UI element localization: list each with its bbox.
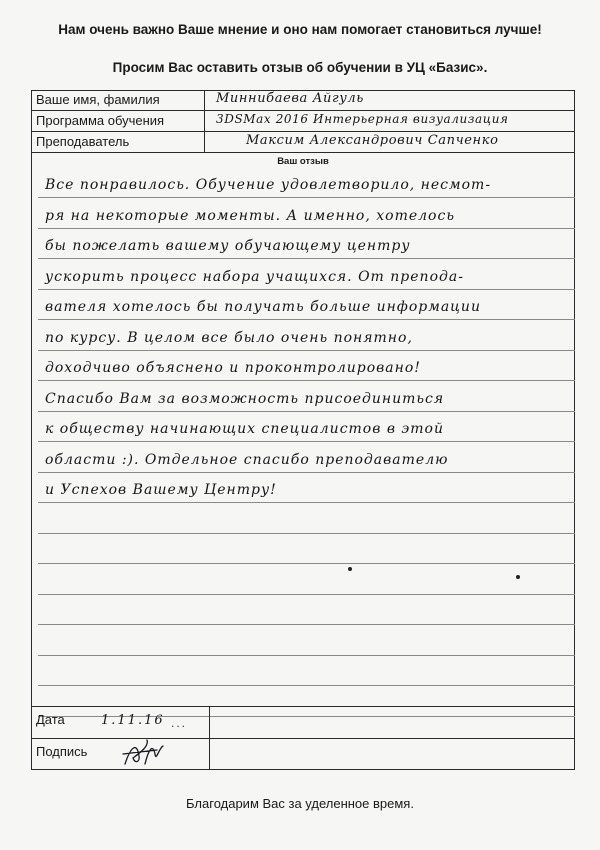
grid-line [31,706,575,707]
grid-divider [209,706,210,770]
field-label-program: Программа обучения [36,113,165,128]
feedback-line: области :). Отдельное спасибо преподавателю [45,452,449,468]
field-row-teacher [31,132,575,153]
feedback-line: вателя хотелось бы получать больше информации [45,299,481,315]
feedback-caption: Ваш отзыв [277,156,329,167]
ruled-line [38,441,575,442]
info-column-divider [204,90,205,153]
ruled-line [38,563,575,564]
field-value-teacher: Максим Александрович Сапченко [246,133,499,148]
ruled-line [38,380,575,381]
date-value: 1.11.16 [101,713,165,728]
signature-label: Подпись [36,744,88,759]
ruled-line [38,197,575,198]
footer-thanks: Благодарим Вас за уделенное время. [186,796,414,811]
ruled-line [38,502,575,503]
grid-line [31,738,575,739]
ruled-line [38,655,575,656]
field-row-program [31,111,575,132]
feedback-line: доходчиво объяснено и проконтролировано! [45,360,421,376]
ruled-line [38,258,575,259]
feedback-line: бы пожелать вашему обучающему центру [45,238,411,254]
ruled-line [38,319,575,320]
feedback-line: ря на некоторые моменты. А именно, хотелось [45,208,455,224]
form-subheading: Просим Вас оставить отзыв об обучении в УЦ «Базис». [112,60,488,75]
ruled-line [38,411,575,412]
ruled-line [38,350,575,351]
feedback-line: Все понравилось. Обучение удовлетворило, несмот- [45,177,492,193]
ruled-line [38,289,575,290]
feedback-line: и Успехов Вашему Центру! [45,482,277,498]
feedback-line: к обществу начинающих специалистов в этой [45,421,444,437]
ruled-line [38,228,575,229]
date-signature-grid [31,706,575,770]
date-dots: ... [171,716,188,730]
field-value-program: 3DSMax 2016 Интерьерная визуализация [216,112,509,126]
field-label-teacher: Преподаватель [36,134,130,149]
feedback-line: по курсу. В целом все было очень понятно, [45,330,413,346]
field-row-name [31,90,575,111]
ink-speck [516,575,520,579]
ruled-line [38,594,575,595]
ruled-line [38,624,575,625]
ruled-line [38,685,575,686]
ruled-line [38,472,575,473]
ruled-line [38,533,575,534]
field-label-name: Ваше имя, фамилия [36,92,160,107]
field-value-name: Миннибаева Айгуль [216,91,364,106]
signature-image [119,738,169,768]
feedback-line: ускорить процесс набора учащихся. От препода- [45,269,464,285]
date-label: Дата [36,712,65,727]
feedback-line: Спасибо Вам за возможность присоединиться [45,391,445,407]
form-heading: Нам очень важно Ваше мнение и оно нам помогает становиться лучше! [58,22,542,37]
ink-speck [348,567,352,571]
